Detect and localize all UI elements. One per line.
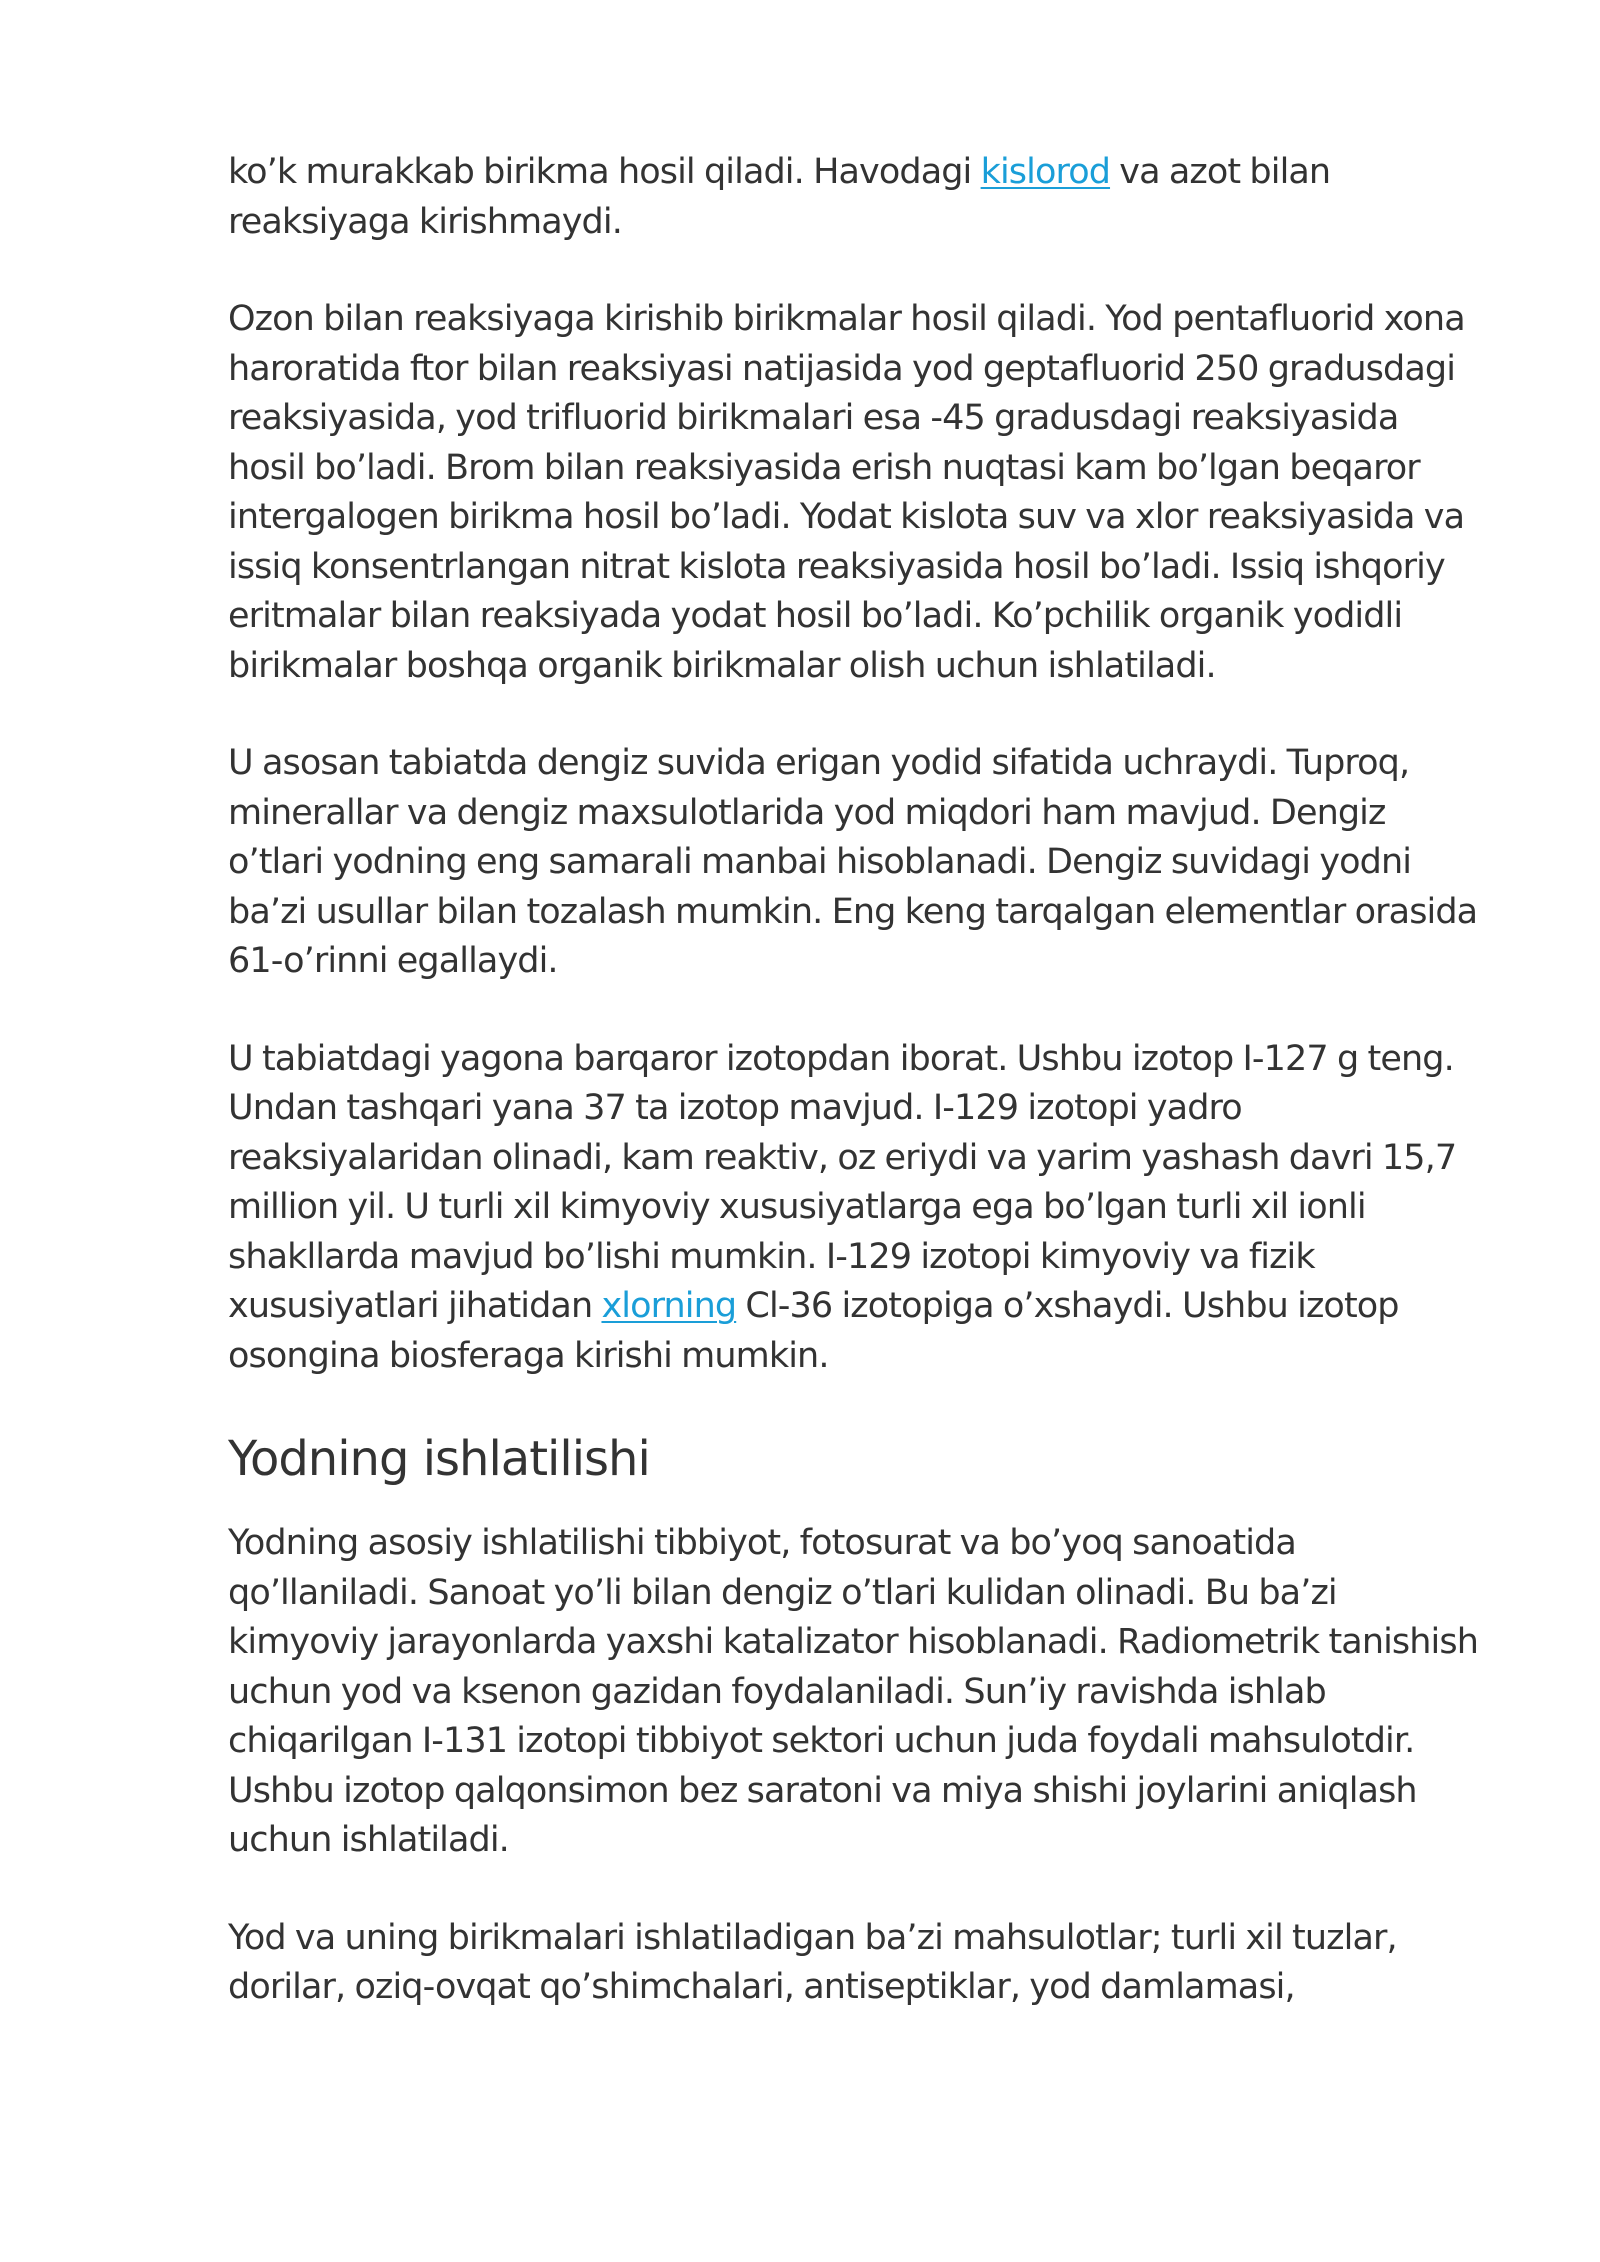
link-kislorod[interactable]: kislorod [980, 152, 1111, 192]
paragraph-uses: Yodning asosiy ishlatilishi tibbiyot, fotosurat va bo’yoq sanoatida qo’llaniladi. Sanoat yo’li bilan dengiz o’tlari kulidan olinadi. Bu ba’zi kimyoviy jarayonlarda yaxshi katalizator hisoblanadi. Radiometrik tanishish uchun yod va ksenon gazidan foydalaniladi. Sun’iy ravishda ishlab chiqarilgan I-131 izotopi tibbiyot sektori uchun juda foydali mahsulotdir. Ushbu izotop qalqonsimon bez saratoni va miya shishi joylarini aniqlash uchun ishlatiladi. [228, 1523, 1478, 1860]
paragraph-reactions-air [228, 148, 1478, 247]
link-xlorning[interactable]: xlorning [601, 1286, 737, 1326]
paragraph-occurrence: U asosan tabiatda dengiz suvida erigan yodid sifatida uchraydi. Tuproq, minerallar va dengiz maxsulotlarida yod miqdori ham mavjud. Dengiz o’tlari yodning eng samarali manbai hisoblanadi. Dengiz suvidagi yodni ba’zi usullar bilan tozalash mumkin. Eng keng tarqalgan elementlar orasida 61-o’rinni egallaydi. [228, 743, 1478, 981]
section-heading: Yodning ishlatilishi [228, 1431, 650, 1487]
article-body [228, 148, 1478, 2013]
paragraph-text: Cl-36 izotopiga o’xshaydi. Ushbu izotop osongina biosferaga kirishi mumkin. [228, 1286, 1399, 1376]
paragraph-text: U tabiatdagi yagona barqaror izotopdan iborat. Ushbu izotop I-127 g teng. Undan tashqari yana 37 ta izotop mavjud. I-129 izotopi yadro reaksiyalaridan olinadi, kam reaktiv, oz eriydi va yarim yashash davri 15,7 million yil. U turli xil kimyoviy xususiyatlarga ega bo’lgan turli xil ionli shakllarda mavjud bo’lishi mumkin. I-129 izotopi kimyoviy va fizik xususiyatlari jihatidan [228, 1038, 1457, 1326]
paragraph-isotopes [228, 1035, 1478, 1382]
paragraph-text: va azot bilan reaksiyaga kirishmaydi. [228, 152, 1331, 242]
paragraph-products: Yod va uning birikmalari ishlatiladigan ba’zi mahsulotlar; turli xil tuzlar, dorilar, oziq-ovqat qo’shimchalari, antiseptiklar, yod damlamasi, [228, 1917, 1397, 2007]
paragraph-reactions: Ozon bilan reaksiyaga kirishib birikmalar hosil qiladi. Yod pentafluorid xona haroratida ftor bilan reaksiyasi natijasida yod geptafluorid 250 gradusdagi reaksiyasida, yod trifluorid birikmalari esa -45 gradusdagi reaksiyasida hosil bo’ladi. Brom bilan reaksiyasida erish nuqtasi kam bo’lgan beqaror intergalogen birikma hosil bo’ladi. Yodat kislota suv va xlor reaksiyasida va issiq konsentrlangan nitrat kislota reaksiyasida hosil bo’ladi. Issiq ishqoriy eritmalar bilan reaksiyada yodat hosil bo’ladi. Ko’pchilik organik yodidli birikmalar boshqa organik birikmalar olish uchun ishlatiladi. [228, 299, 1465, 686]
paragraph-text: ko’k murakkab birikma hosil qiladi. Havodagi [228, 152, 981, 192]
